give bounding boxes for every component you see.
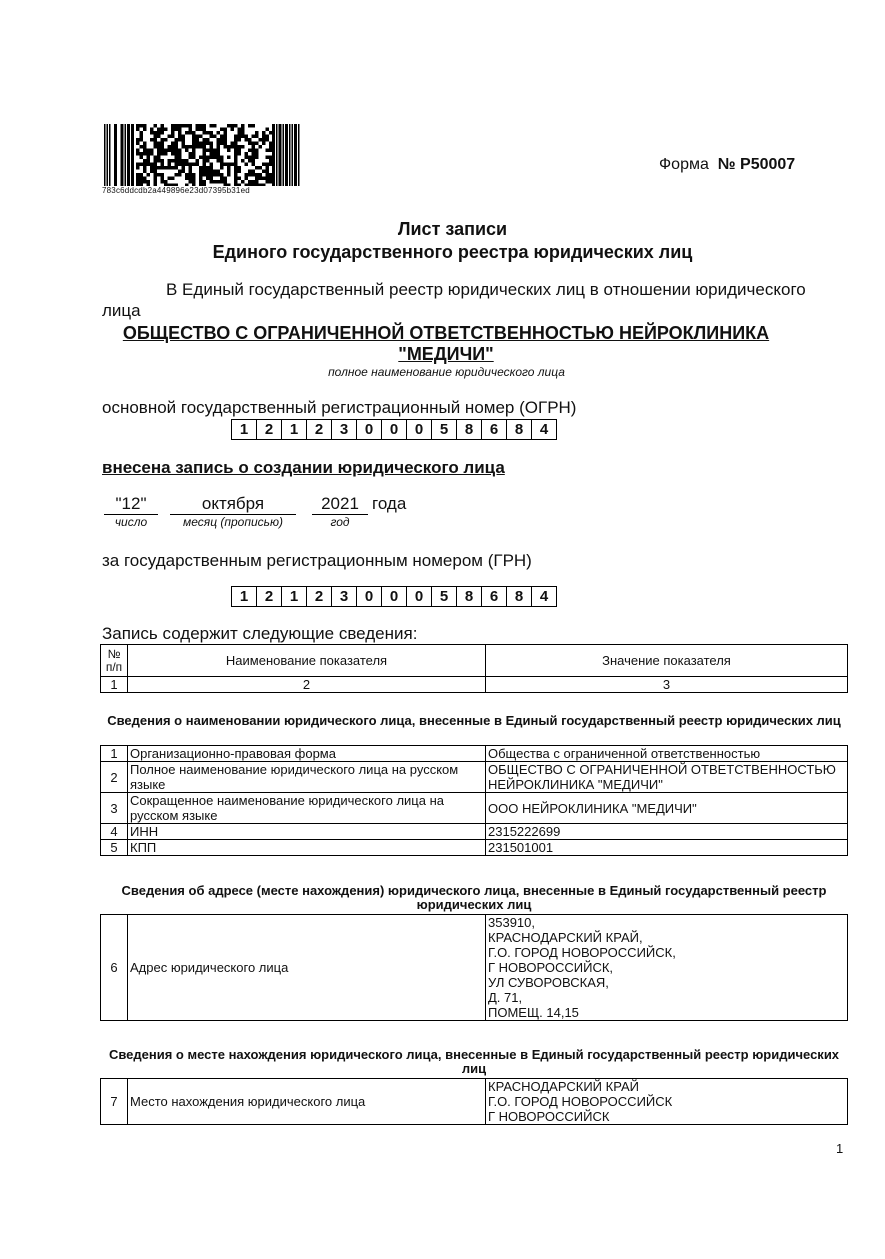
entity-name-line2: "МЕДИЧИ" <box>398 344 494 364</box>
digit-box: 2 <box>257 587 282 606</box>
digit-box: 3 <box>332 587 357 606</box>
address-line: ПОМЕЩ. 14,15 <box>488 1005 579 1020</box>
digit-box: 6 <box>482 420 507 439</box>
digit-box: 8 <box>507 420 532 439</box>
record-month: октября <box>170 494 296 515</box>
col-value-header: Значение показателя <box>486 645 848 677</box>
location-line: КРАСНОДАРСКИЙ КРАЙ <box>488 1079 640 1094</box>
col-number-header: № п/п <box>101 645 128 677</box>
grn-digit-boxes <box>231 586 557 607</box>
row-name: Полное наименование юридического лица на русском языке <box>128 762 486 793</box>
row-value: 2315222699 <box>486 824 848 840</box>
record-year-suffix: года <box>372 494 407 513</box>
location-line: Г.О. ГОРОД НОВОРОССИЙСК <box>488 1094 673 1109</box>
barcode-id: 783c6ddcdb2a449896e23d07395b31ed <box>102 186 250 195</box>
row-value: Общества с ограниченной ответственностью <box>486 746 848 762</box>
ogrn-digit-boxes <box>231 419 557 440</box>
year-caption: год <box>330 515 350 529</box>
row-number: 5 <box>101 840 128 856</box>
day-caption: число <box>114 515 148 529</box>
digit-box: 1 <box>232 420 257 439</box>
row-value: ОБЩЕСТВО С ОГРАНИЧЕННОЙ ОТВЕТСТВЕННОСТЬЮ НЕЙРОКЛИНИКА "МЕДИЧИ" <box>486 762 848 793</box>
row-name: ИНН <box>128 824 486 840</box>
row-number: 3 <box>101 793 128 824</box>
address-line: Д. 71, <box>488 990 523 1005</box>
row-value: ООО НЕЙРОКЛИНИКА "МЕДИЧИ" <box>486 793 848 824</box>
section-name-title: Сведения о наименовании юридического лица, внесенные в Единый государственный реестр юридических лиц <box>107 713 841 728</box>
digit-box: 5 <box>432 420 457 439</box>
row-number: 1 <box>101 746 128 762</box>
col-number-index: 1 <box>101 677 128 693</box>
row-name: Место нахождения юридического лица <box>128 1079 486 1125</box>
form-label: Форма <box>659 156 709 173</box>
grn-label: за государственным регистрационным номером (ГРН) <box>102 551 532 570</box>
ogrn-label: основной государственный регистрационный номер (ОГРН) <box>102 398 577 417</box>
address-line: УЛ СУВОРОВСКАЯ, <box>488 975 609 990</box>
form-code: № Р50007 <box>717 156 796 173</box>
address-line: Г НОВОРОССИЙСК, <box>488 960 614 975</box>
digit-box: 2 <box>307 587 332 606</box>
section-location-title: Сведения о месте нахождения юридического лица, внесенные в Единый государственный реестр юридических лиц <box>108 1047 840 1076</box>
contents-header-table <box>100 644 848 693</box>
digit-box: 4 <box>539 421 549 438</box>
address-line: КРАСНОДАРСКИЙ КРАЙ, <box>488 930 643 945</box>
digit-box: 0 <box>407 420 432 439</box>
page-number: 1 <box>836 1141 844 1156</box>
digit-box: 6 <box>482 587 507 606</box>
digit-box: 5 <box>432 587 457 606</box>
digit-box: 8 <box>507 587 532 606</box>
form-number <box>659 156 795 174</box>
record-year: 2021 <box>312 494 368 515</box>
digit-box: 1 <box>232 587 257 606</box>
record-type: внесена запись о создании юридического лица <box>102 458 505 477</box>
row-value <box>486 1079 848 1125</box>
row-number: 2 <box>101 762 128 793</box>
doc-title-line2: Единого государственного реестра юридических лиц <box>212 242 693 262</box>
digit-box: 2 <box>307 420 332 439</box>
record-day: "12" <box>104 494 158 515</box>
row-number: 6 <box>101 915 128 1021</box>
digit-box: 0 <box>407 587 432 606</box>
col-value-index: 3 <box>486 677 848 693</box>
entity-name-line1: ОБЩЕСТВО С ОГРАНИЧЕННОЙ ОТВЕТСТВЕННОСТЬЮ НЕЙРОКЛИНИКА <box>122 323 770 343</box>
row-number: 7 <box>101 1079 128 1125</box>
datamatrix-barcode <box>104 124 300 186</box>
row-value: 231501001 <box>486 840 848 856</box>
row-name: Адрес юридического лица <box>128 915 486 1021</box>
address-line: 353910, <box>488 915 535 930</box>
digit-box: 2 <box>257 420 282 439</box>
intro-line1: В Единый государственный реестр юридических лиц в отношении юридического <box>166 280 806 299</box>
col-name-header: Наименование показателя <box>128 645 486 677</box>
row-name: Организационно-правовая форма <box>128 746 486 762</box>
row-name: КПП <box>128 840 486 856</box>
digit-box: 0 <box>357 420 382 439</box>
section-location-table <box>100 1078 848 1125</box>
digit-box: 1 <box>282 420 307 439</box>
location-line: Г НОВОРОССИЙСК <box>488 1109 610 1124</box>
digit-box: 0 <box>382 420 407 439</box>
section-address-table <box>100 914 848 1021</box>
intro-line2: лица <box>102 301 141 320</box>
digit-box: 0 <box>382 587 407 606</box>
row-number: 4 <box>101 824 128 840</box>
col-name-index: 2 <box>128 677 486 693</box>
digit-box: 8 <box>457 587 482 606</box>
section-address-title: Сведения об адресе (месте нахождения) юридического лица, внесенные в Единый государственный реестр юридических лиц <box>121 883 827 912</box>
row-value <box>486 915 848 1021</box>
doc-title-line1: Лист записи <box>397 219 508 239</box>
section-name-table <box>100 745 848 856</box>
month-caption: месяц (прописью) <box>183 515 283 529</box>
digit-box: 0 <box>357 587 382 606</box>
digit-box: 4 <box>539 588 549 605</box>
digit-box: 8 <box>457 420 482 439</box>
contents-label: Запись содержит следующие сведения: <box>102 624 418 643</box>
row-name: Сокращенное наименование юридического лица на русском языке <box>128 793 486 824</box>
digit-box: 3 <box>332 420 357 439</box>
entity-name-caption: полное наименование юридического лица <box>328 365 565 379</box>
address-line: Г.О. ГОРОД НОВОРОССИЙСК, <box>488 945 676 960</box>
digit-box: 1 <box>282 587 307 606</box>
